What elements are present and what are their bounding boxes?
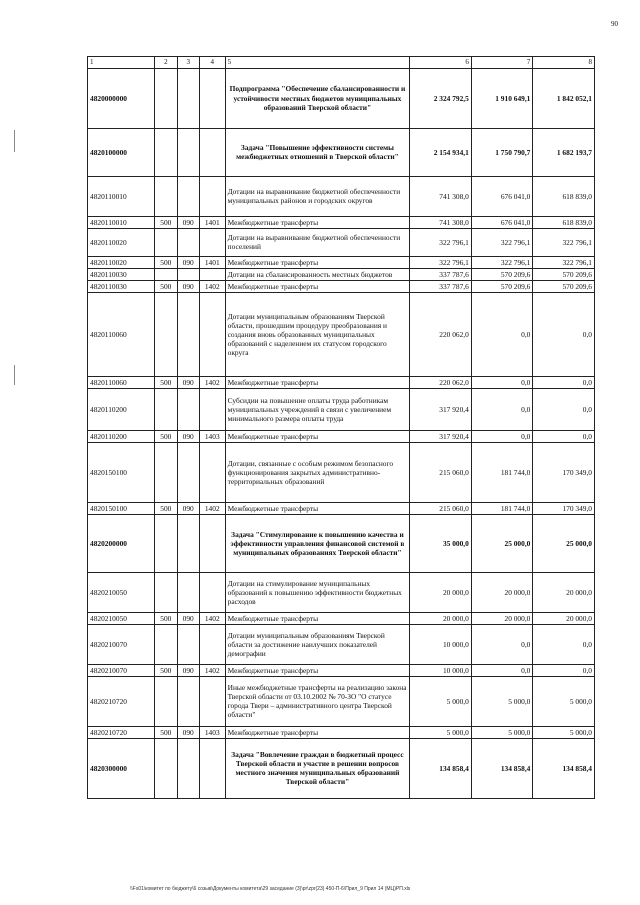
- table-row: [88, 376, 595, 388]
- row-kind: [155, 228, 177, 256]
- table-row: [88, 388, 595, 430]
- row-kind: [155, 676, 177, 726]
- row-value-col8: 0,0: [533, 664, 595, 676]
- row-value-col8: 322 796,1: [533, 228, 595, 256]
- row-value-col6: 20 000,0: [410, 572, 472, 612]
- row-subsection: [199, 388, 225, 430]
- row-value-col7: 0,0: [471, 388, 533, 430]
- header-cell: 4: [199, 57, 225, 69]
- row-value-col7: 134 858,4: [471, 738, 533, 798]
- row-value-col6: 2 154 934,1: [410, 128, 472, 176]
- table-row: [88, 738, 595, 798]
- row-subsection: 1402: [199, 280, 225, 292]
- row-value-col7: 1 750 790,7: [471, 128, 533, 176]
- row-kind: 500: [155, 256, 177, 268]
- row-value-col7: 570 209,6: [471, 268, 533, 280]
- row-value-col7: 5 000,0: [471, 726, 533, 738]
- row-kind: 500: [155, 216, 177, 228]
- row-value-col7: 0,0: [471, 292, 533, 376]
- table-row: [88, 514, 595, 572]
- table-row: [88, 280, 595, 292]
- row-section: [177, 228, 199, 256]
- row-section: [177, 68, 199, 128]
- row-subsection: 1403: [199, 726, 225, 738]
- row-code: 4820210050: [88, 612, 155, 624]
- row-value-col8: 5 000,0: [533, 676, 595, 726]
- row-section: [177, 572, 199, 612]
- row-subsection: [199, 572, 225, 612]
- row-section: 090: [177, 216, 199, 228]
- row-value-col7: 0,0: [471, 376, 533, 388]
- row-value-col6: 20 000,0: [410, 612, 472, 624]
- row-kind: [155, 176, 177, 216]
- row-value-col7: 20 000,0: [471, 572, 533, 612]
- row-section: 090: [177, 376, 199, 388]
- row-name: Межбюджетные трансферты: [225, 726, 410, 738]
- row-value-col8: 570 209,6: [533, 280, 595, 292]
- row-subsection: [199, 268, 225, 280]
- row-name: Межбюджетные трансферты: [225, 216, 410, 228]
- row-kind: [155, 572, 177, 612]
- table-row: [88, 442, 595, 502]
- row-value-col6: 741 308,0: [410, 216, 472, 228]
- row-kind: [155, 268, 177, 280]
- row-code: 4820210070: [88, 624, 155, 664]
- row-kind: [155, 442, 177, 502]
- margin-mark: [14, 365, 15, 385]
- row-value-col6: 337 787,6: [410, 280, 472, 292]
- row-subsection: 1402: [199, 376, 225, 388]
- header-row: [88, 57, 595, 69]
- row-value-col6: 215 060,0: [410, 502, 472, 514]
- row-value-col8: 5 000,0: [533, 726, 595, 738]
- row-section: 090: [177, 280, 199, 292]
- row-kind: 500: [155, 502, 177, 514]
- row-value-col8: 170 349,0: [533, 442, 595, 502]
- row-value-col8: 20 000,0: [533, 572, 595, 612]
- row-section: [177, 128, 199, 176]
- row-value-col8: 170 349,0: [533, 502, 595, 514]
- row-code: 4820210050: [88, 572, 155, 612]
- header-cell: 8: [533, 57, 595, 69]
- row-subsection: 1401: [199, 256, 225, 268]
- row-value-col7: 0,0: [471, 624, 533, 664]
- row-code: 4820210720: [88, 726, 155, 738]
- table-row: [88, 128, 595, 176]
- header-cell: 2: [155, 57, 177, 69]
- margin-mark: [14, 130, 15, 152]
- row-code: 4820110200: [88, 388, 155, 430]
- table-row: [88, 502, 595, 514]
- row-name: Дотации на выравнивание бюджетной обеспеченности поселений: [225, 228, 410, 256]
- row-code: 4820150100: [88, 442, 155, 502]
- budget-table: [87, 56, 595, 799]
- table-row: [88, 228, 595, 256]
- row-name: Задача "Стимулирование к повышению качества и эффективности управления финансовой системой в муниципальных образованиях Тверской области": [225, 514, 410, 572]
- row-section: [177, 292, 199, 376]
- row-section: [177, 388, 199, 430]
- row-code: 4820110010: [88, 176, 155, 216]
- row-name: Дотации на сбалансированность местных бюджетов: [225, 268, 410, 280]
- row-subsection: [199, 128, 225, 176]
- row-section: 090: [177, 256, 199, 268]
- row-value-col8: 1 842 052,1: [533, 68, 595, 128]
- table-row: [88, 572, 595, 612]
- row-kind: [155, 292, 177, 376]
- row-subsection: [199, 292, 225, 376]
- row-subsection: 1402: [199, 502, 225, 514]
- table-row: [88, 216, 595, 228]
- page-number: 90: [611, 20, 618, 28]
- row-name: Дотации на стимулирование муниципальных образований к повышению эффективности бюджетных расходов: [225, 572, 410, 612]
- row-code: 4820000000: [88, 68, 155, 128]
- row-value-col6: 337 787,6: [410, 268, 472, 280]
- table-row: [88, 430, 595, 442]
- row-value-col6: 5 000,0: [410, 726, 472, 738]
- row-value-col8: 134 858,4: [533, 738, 595, 798]
- header-cell: 6: [410, 57, 472, 69]
- row-kind: 500: [155, 430, 177, 442]
- row-subsection: [199, 738, 225, 798]
- row-code: 4820110200: [88, 430, 155, 442]
- row-value-col8: 0,0: [533, 430, 595, 442]
- row-value-col8: 0,0: [533, 624, 595, 664]
- row-code: 4820100000: [88, 128, 155, 176]
- row-value-col7: 25 000,0: [471, 514, 533, 572]
- row-name: Подпрограмма "Обеспечение сбалансированности и устойчивости местных бюджетов муниципальных образований Тверской области": [225, 68, 410, 128]
- header-cell: 1: [88, 57, 155, 69]
- row-value-col6: 10 000,0: [410, 624, 472, 664]
- row-name: Межбюджетные трансферты: [225, 376, 410, 388]
- row-code: 4820200000: [88, 514, 155, 572]
- table-row: [88, 624, 595, 664]
- row-kind: [155, 738, 177, 798]
- row-kind: [155, 68, 177, 128]
- row-subsection: [199, 624, 225, 664]
- row-subsection: 1402: [199, 664, 225, 676]
- row-value-col6: 35 000,0: [410, 514, 472, 572]
- row-kind: 500: [155, 664, 177, 676]
- row-value-col8: 618 839,0: [533, 216, 595, 228]
- row-section: 090: [177, 612, 199, 624]
- row-value-col6: 220 062,0: [410, 376, 472, 388]
- table-row: [88, 256, 595, 268]
- row-value-col6: 322 796,1: [410, 256, 472, 268]
- row-name: Субсидии на повышение оплаты труда работникам муниципальных учреждений в связи с увеличением минимального размера оплаты труда: [225, 388, 410, 430]
- row-value-col7: 676 041,0: [471, 176, 533, 216]
- row-value-col8: 0,0: [533, 376, 595, 388]
- row-value-col8: 25 000,0: [533, 514, 595, 572]
- row-value-col8: 0,0: [533, 292, 595, 376]
- row-section: 090: [177, 664, 199, 676]
- row-value-col7: 0,0: [471, 430, 533, 442]
- row-section: [177, 268, 199, 280]
- row-kind: [155, 624, 177, 664]
- row-kind: [155, 514, 177, 572]
- row-value-col6: 220 062,0: [410, 292, 472, 376]
- row-name: Задача "Вовлечение граждан в бюджетный процесс Тверской области и участие в решении вопросов местного значения муниципальных образований Тверской области": [225, 738, 410, 798]
- row-name: Межбюджетные трансферты: [225, 430, 410, 442]
- row-kind: 500: [155, 376, 177, 388]
- row-section: [177, 624, 199, 664]
- row-value-col7: 1 910 649,1: [471, 68, 533, 128]
- row-value-col7: 322 796,1: [471, 228, 533, 256]
- header-cell: 5: [225, 57, 410, 69]
- row-subsection: 1403: [199, 430, 225, 442]
- row-section: 090: [177, 430, 199, 442]
- row-value-col8: 0,0: [533, 388, 595, 430]
- table-row: [88, 664, 595, 676]
- row-value-col7: 570 209,6: [471, 280, 533, 292]
- row-section: [177, 514, 199, 572]
- row-subsection: [199, 514, 225, 572]
- row-value-col6: 10 000,0: [410, 664, 472, 676]
- row-code: 4820150100: [88, 502, 155, 514]
- row-value-col6: 741 308,0: [410, 176, 472, 216]
- row-value-col7: 5 000,0: [471, 676, 533, 726]
- row-value-col8: 20 000,0: [533, 612, 595, 624]
- row-code: 4820110060: [88, 376, 155, 388]
- row-name: Иные межбюджетные трансферты на реализацию закона Тверской области от 03.10.2002 № 70-ЗО "О статусе города Твери – административного центра Тверской области": [225, 676, 410, 726]
- header-cell: 3: [177, 57, 199, 69]
- row-section: [177, 738, 199, 798]
- row-value-col8: 570 209,6: [533, 268, 595, 280]
- file-path-footer: \\Fs01\комитет по бюджету\6 созыв\Документы комитета\29 заседание (3)\pr\zpr(23) 450-П-6\Прил_9 Прил 14 (МЦ)РП.xls: [130, 886, 411, 892]
- row-value-col8: 322 796,1: [533, 256, 595, 268]
- row-code: 4820300000: [88, 738, 155, 798]
- row-value-col8: 1 682 193,7: [533, 128, 595, 176]
- row-value-col7: 181 744,0: [471, 502, 533, 514]
- row-section: 090: [177, 726, 199, 738]
- row-value-col7: 181 744,0: [471, 442, 533, 502]
- row-subsection: 1402: [199, 612, 225, 624]
- row-name: Межбюджетные трансферты: [225, 256, 410, 268]
- table-row: [88, 292, 595, 376]
- row-name: Межбюджетные трансферты: [225, 664, 410, 676]
- header-cell: 7: [471, 57, 533, 69]
- row-subsection: [199, 176, 225, 216]
- table-body: [88, 68, 595, 798]
- row-subsection: [199, 228, 225, 256]
- table-row: [88, 726, 595, 738]
- table-row: [88, 176, 595, 216]
- row-code: 4820110020: [88, 256, 155, 268]
- row-name: Дотации муниципальным образованиям Тверской области, прошедшим процедуру преобразования и создания вновь образованных муниципальных образований с наделением их статусом городского округа: [225, 292, 410, 376]
- row-code: 4820110020: [88, 228, 155, 256]
- row-code: 4820210070: [88, 664, 155, 676]
- row-kind: 500: [155, 726, 177, 738]
- row-value-col8: 618 839,0: [533, 176, 595, 216]
- row-value-col7: 322 796,1: [471, 256, 533, 268]
- row-value-col6: 322 796,1: [410, 228, 472, 256]
- row-value-col6: 317 920,4: [410, 388, 472, 430]
- row-value-col6: 134 858,4: [410, 738, 472, 798]
- row-name: Задача "Повышение эффективности системы межбюджетных отношений в Тверской области": [225, 128, 410, 176]
- row-section: [177, 676, 199, 726]
- row-subsection: [199, 68, 225, 128]
- row-code: 4820210720: [88, 676, 155, 726]
- row-value-col6: 215 060,0: [410, 442, 472, 502]
- row-subsection: [199, 676, 225, 726]
- budget-table-sheet: [87, 56, 595, 799]
- row-name: Дотации муниципальным образованиям Тверской области за достижение наилучших показателей демографии: [225, 624, 410, 664]
- table-row: [88, 68, 595, 128]
- table-row: [88, 676, 595, 726]
- row-subsection: 1401: [199, 216, 225, 228]
- row-section: 090: [177, 502, 199, 514]
- row-value-col6: 2 324 792,5: [410, 68, 472, 128]
- row-kind: 500: [155, 280, 177, 292]
- row-name: Межбюджетные трансферты: [225, 502, 410, 514]
- row-value-col6: 5 000,0: [410, 676, 472, 726]
- row-code: 4820110060: [88, 292, 155, 376]
- row-kind: [155, 128, 177, 176]
- table-row: [88, 268, 595, 280]
- row-value-col6: 317 920,4: [410, 430, 472, 442]
- row-code: 4820110030: [88, 268, 155, 280]
- row-name: Межбюджетные трансферты: [225, 612, 410, 624]
- row-name: Дотации на выравнивание бюджетной обеспеченности муниципальных районов и городских округов: [225, 176, 410, 216]
- row-value-col7: 20 000,0: [471, 612, 533, 624]
- row-value-col7: 676 041,0: [471, 216, 533, 228]
- row-section: [177, 176, 199, 216]
- row-name: Межбюджетные трансферты: [225, 280, 410, 292]
- row-kind: [155, 388, 177, 430]
- row-subsection: [199, 442, 225, 502]
- row-code: 4820110010: [88, 216, 155, 228]
- row-value-col7: 0,0: [471, 664, 533, 676]
- table-row: [88, 612, 595, 624]
- row-name: Дотации, связанные с особым режимом безопасного функционирования закрытых административно-территориальных образований: [225, 442, 410, 502]
- row-section: [177, 442, 199, 502]
- row-code: 4820110030: [88, 280, 155, 292]
- row-kind: 500: [155, 612, 177, 624]
